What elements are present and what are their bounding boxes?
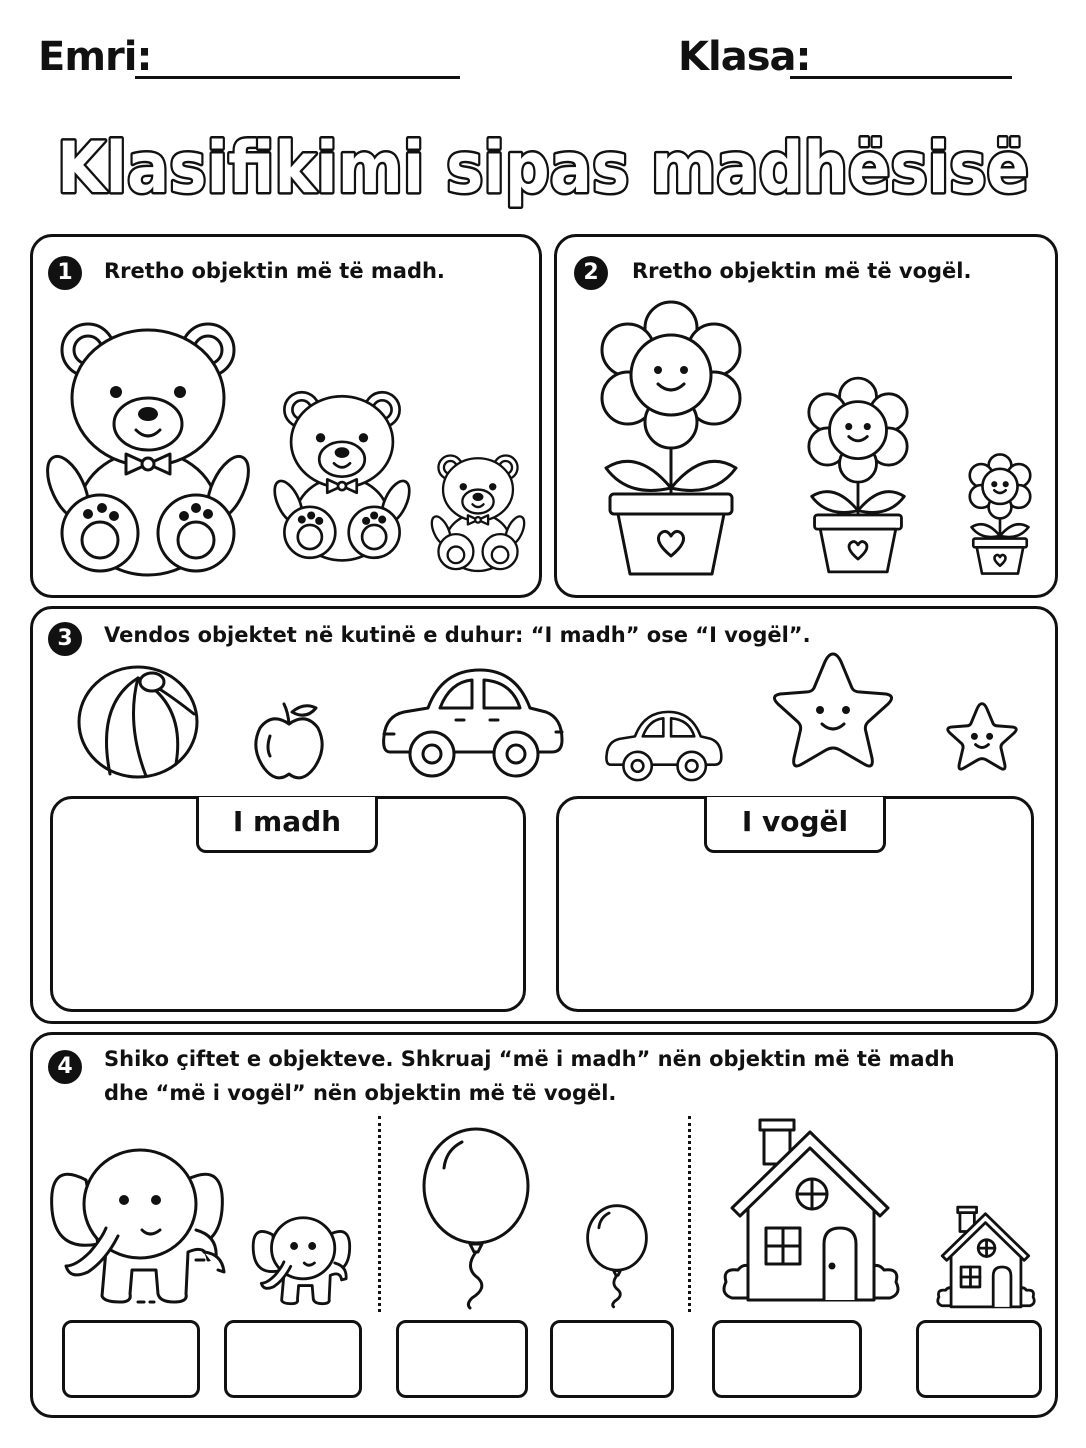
car-large-icon[interactable]	[380, 664, 566, 782]
answer-box-elephant-small[interactable]	[224, 1320, 362, 1398]
exercise-3-instruction: Vendos objektet në kutinë e duhur: “I madh” ose “I vogël”.	[104, 623, 811, 647]
exercise-1-number: 1	[48, 256, 82, 290]
answer-box-house-large[interactable]	[712, 1320, 862, 1398]
answer-box-house-small[interactable]	[916, 1320, 1042, 1398]
answer-box-balloon-small[interactable]	[550, 1320, 674, 1398]
teddy-bear-large-icon[interactable]	[48, 318, 248, 580]
pair-separator	[378, 1116, 381, 1312]
beach-ball-large-icon[interactable]	[76, 664, 200, 780]
class-field[interactable]	[790, 76, 1012, 79]
star-small-icon[interactable]	[944, 700, 1020, 774]
drop-box-small-label: I vogël	[704, 797, 886, 853]
house-small-icon[interactable]	[934, 1206, 1038, 1308]
answer-box-elephant-large[interactable]	[62, 1320, 200, 1398]
answer-box-balloon-large[interactable]	[396, 1320, 528, 1398]
svg-text:Klasifikimi sipas madhësisë: Klasifikimi sipas madhësisë	[57, 127, 1029, 209]
teddy-bear-medium-icon[interactable]	[275, 388, 409, 564]
star-large-icon[interactable]	[768, 648, 898, 774]
elephant-large-icon[interactable]	[46, 1140, 230, 1306]
exercise-4-instruction-line-1: Shiko çiftet e objekteve. Shkruaj “më i madh” nën objektin më të madh	[104, 1047, 955, 1071]
exercise-4-instruction-line-2: dhe “më i vogël” nën objektin më të vogël.	[104, 1081, 617, 1105]
exercise-1-instruction: Rretho objektin më të madh.	[104, 259, 445, 283]
car-small-icon[interactable]	[604, 708, 724, 784]
exercise-3-number: 3	[48, 622, 82, 656]
name-field[interactable]	[135, 76, 460, 79]
exercise-2-number: 2	[574, 256, 608, 290]
drop-box-big-label: I madh	[196, 797, 378, 853]
house-large-icon[interactable]	[718, 1118, 904, 1302]
elephant-small-icon[interactable]	[250, 1212, 354, 1306]
flower-pot-medium-icon[interactable]	[806, 374, 910, 576]
apple-small-icon[interactable]	[252, 700, 326, 782]
exercise-2-instruction: Rretho objektin më të vogël.	[632, 259, 972, 283]
exercise-4-number: 4	[48, 1050, 82, 1084]
flower-pot-large-icon[interactable]	[598, 298, 744, 578]
class-label: Klasa:	[678, 34, 811, 80]
name-label: Emri:	[38, 34, 152, 80]
page-title	[0, 100, 1086, 220]
pair-separator	[688, 1116, 691, 1312]
flower-pot-small-icon[interactable]	[968, 452, 1032, 576]
balloon-large-icon[interactable]	[420, 1126, 532, 1310]
teddy-bear-small-icon[interactable]	[432, 452, 524, 574]
balloon-small-icon[interactable]	[584, 1204, 650, 1308]
